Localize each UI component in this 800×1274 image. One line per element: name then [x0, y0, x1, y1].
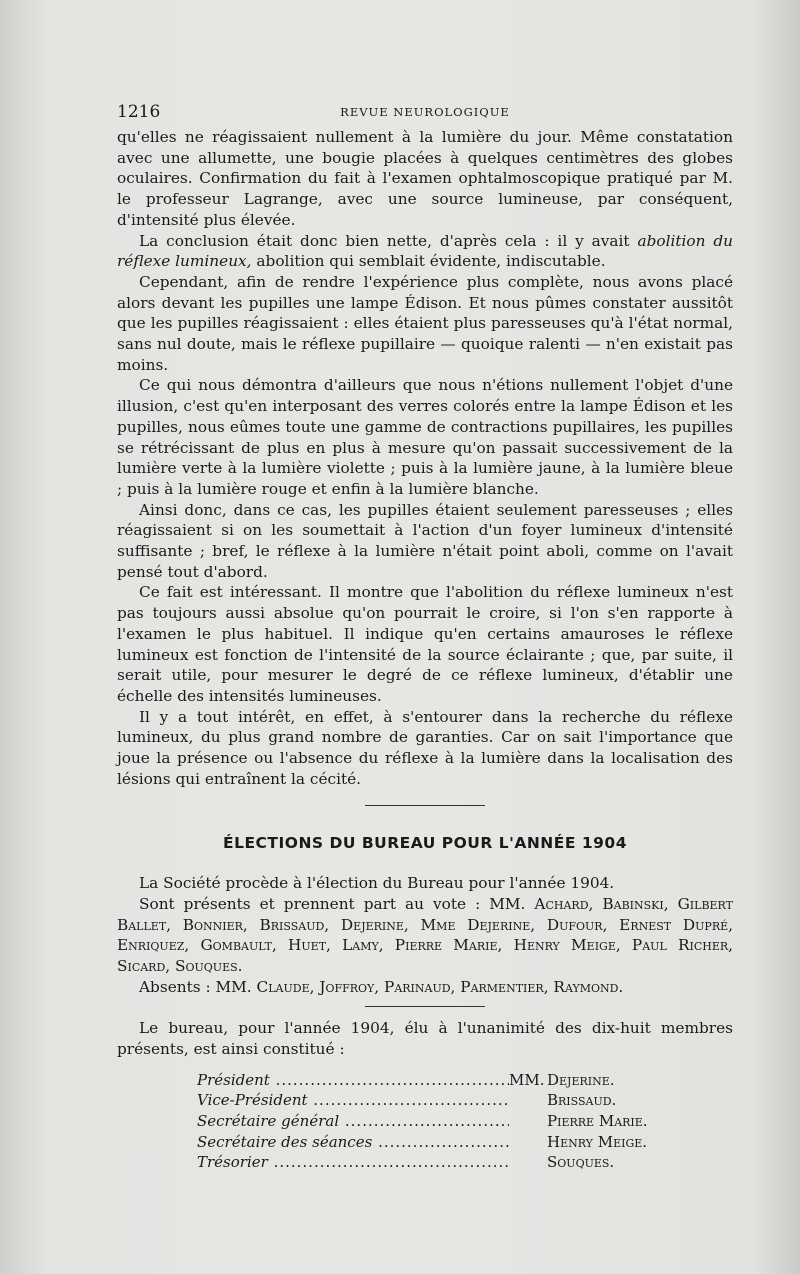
- document-body: [117, 127, 733, 1173]
- conclusion-paragraph: [117, 231, 733, 272]
- officer-role: Trésorier .....: [197, 1152, 509, 1173]
- running-title: REVUE NEUROLOGIQUE: [340, 105, 510, 119]
- absent-prefix: Absents : MM.: [139, 977, 257, 996]
- officer-mm-spacer: [509, 1090, 547, 1111]
- conclusion-emphasis: abolition du réflexe lumineux,: [117, 231, 733, 271]
- officers-list: [197, 1070, 717, 1173]
- officer-row: [197, 1090, 717, 1111]
- paragraph: Ce qui nous démontra d'ailleurs que nous n'étions nullement l'objet d'une illusion, c'est qu'en interposant des verres colorés entre la lampe Édison et les pupilles, nous eûmes toute une gamme de contractions pupillaires, les pupilles se rétrécissant de plus en plus à mesure qu'on passait successivement de la lumière verte à la lumière violette ; puis à la lumière jaune, à la lumière bleue ; puis à la lumière rouge et enfin à la lumière blanche.: [117, 376, 733, 498]
- officer-row: [197, 1111, 717, 1132]
- page-number: 1216: [117, 102, 161, 122]
- officer-role: Secrétaire général .....: [197, 1111, 509, 1132]
- present-names: Achard, Babinski, Gilbert Ballet, Bonnier, Brissaud, Dejerine, Mme Dejerine, Dufour, Ernest Dupré, Enriquez, Gombault, Huet, Lamy, Pierre Marie, Henry Meige, Paul Richer, Sicard, Souques.: [117, 894, 733, 976]
- officer-row: [197, 1132, 717, 1153]
- section-heading: ÉLECTIONS DU BUREAU POUR L'ANNÉE 1904: [223, 833, 627, 852]
- section-divider: [365, 805, 485, 806]
- officer-name: Brissaud.: [547, 1091, 617, 1110]
- officer-mm-spacer: [509, 1132, 547, 1153]
- conclusion-text-end: abolition qui semblait évidente, indiscutable.: [251, 252, 606, 271]
- absent-members: [117, 977, 733, 998]
- officer-name: Pierre Marie.: [547, 1112, 648, 1131]
- elections-intro: La Société procède à l'élection du Bureau pour l'année 1904.: [139, 874, 615, 893]
- section-divider: [365, 1006, 485, 1007]
- officer-name: Henry Meige.: [547, 1132, 648, 1151]
- conclusion-text: La conclusion était donc bien nette, d'après cela : il y avait: [139, 231, 638, 250]
- paragraph: Ainsi donc, dans ce cas, les pupilles étaient seulement paresseuses ; elles réagissaient si on les soumettait à l'action d'un foyer lumineux d'intensité suffisante ; bref, le réflexe à la lumière n'était point aboli, comme on l'avait pensé tout d'abord.: [117, 500, 733, 581]
- officer-mm-spacer: [509, 1152, 547, 1173]
- officer-name: Dejerine.: [547, 1070, 615, 1089]
- present-members: [117, 894, 733, 977]
- officer-mm-spacer: [509, 1111, 547, 1132]
- absent-names: Claude, Joffroy, Parinaud, Parmentier, Raymond.: [256, 977, 624, 996]
- paragraph: Cependant, afin de rendre l'expérience plus complète, nous avons placé alors devant les pupilles une lampe Édison. Et nous pûmes constater aussitôt que les pupilles réagissaient : elles étaient plus paresseuses qu'à l'état normal, sans nul doute, mais le réflexe pupillaire — quoique ralenti — n'en existait pas moins.: [117, 272, 733, 374]
- officer-name: Souques.: [547, 1153, 615, 1172]
- paragraph: Ce fait est intéressant. Il montre que l'abolition du réflexe lumineux n'est pas toujours aussi absolue qu'on pourrait le croire, si l'on s'en rapporte à l'examen le plus habituel. Il indique qu'en certains amauroses le réflexe lumineux est fonction de l'intensité de la source éclairante ; que, par suite, il serait utile, pour mesurer le degré de ce réflexe lumineux, d'établir une échelle des intensités lumineuses.: [117, 583, 733, 705]
- officer-row: [197, 1070, 717, 1091]
- officer-role: Président .....: [197, 1070, 509, 1091]
- paragraph: Il y a tout intérêt, en effet, à s'entourer dans la recherche du réflexe lumineux, du plus grand nombre de garanties. Car on sait l'importance que joue la présence ou l'absence du réflexe à la lumière dans la localisation des lésions qui entraînent la cécité.: [117, 707, 733, 788]
- officer-row: [197, 1152, 717, 1173]
- present-prefix: Sont présents et prennent part au vote : MM.: [139, 894, 535, 913]
- officer-mm: MM.: [509, 1070, 545, 1089]
- officer-role: Secrétaire des séances .....: [197, 1132, 509, 1153]
- page-header: [117, 102, 733, 124]
- paragraph: qu'elles ne réagissaient nullement à la lumière du jour. Même constatation avec une allumette, une bougie placées à quelques centimètres des globes oculaires. Confirmation du fait à l'examen ophtalmoscopique pratiqué par M. le professeur Lagrange, avec une source lumineuse, par conséquent, d'intensité plus élevée.: [117, 128, 733, 229]
- officer-role: Vice-Président .....: [197, 1090, 509, 1111]
- bureau-paragraph: Le bureau, pour l'année 1904, élu à l'unanimité des dix-huit membres présents, est ainsi constitué :: [117, 1019, 733, 1059]
